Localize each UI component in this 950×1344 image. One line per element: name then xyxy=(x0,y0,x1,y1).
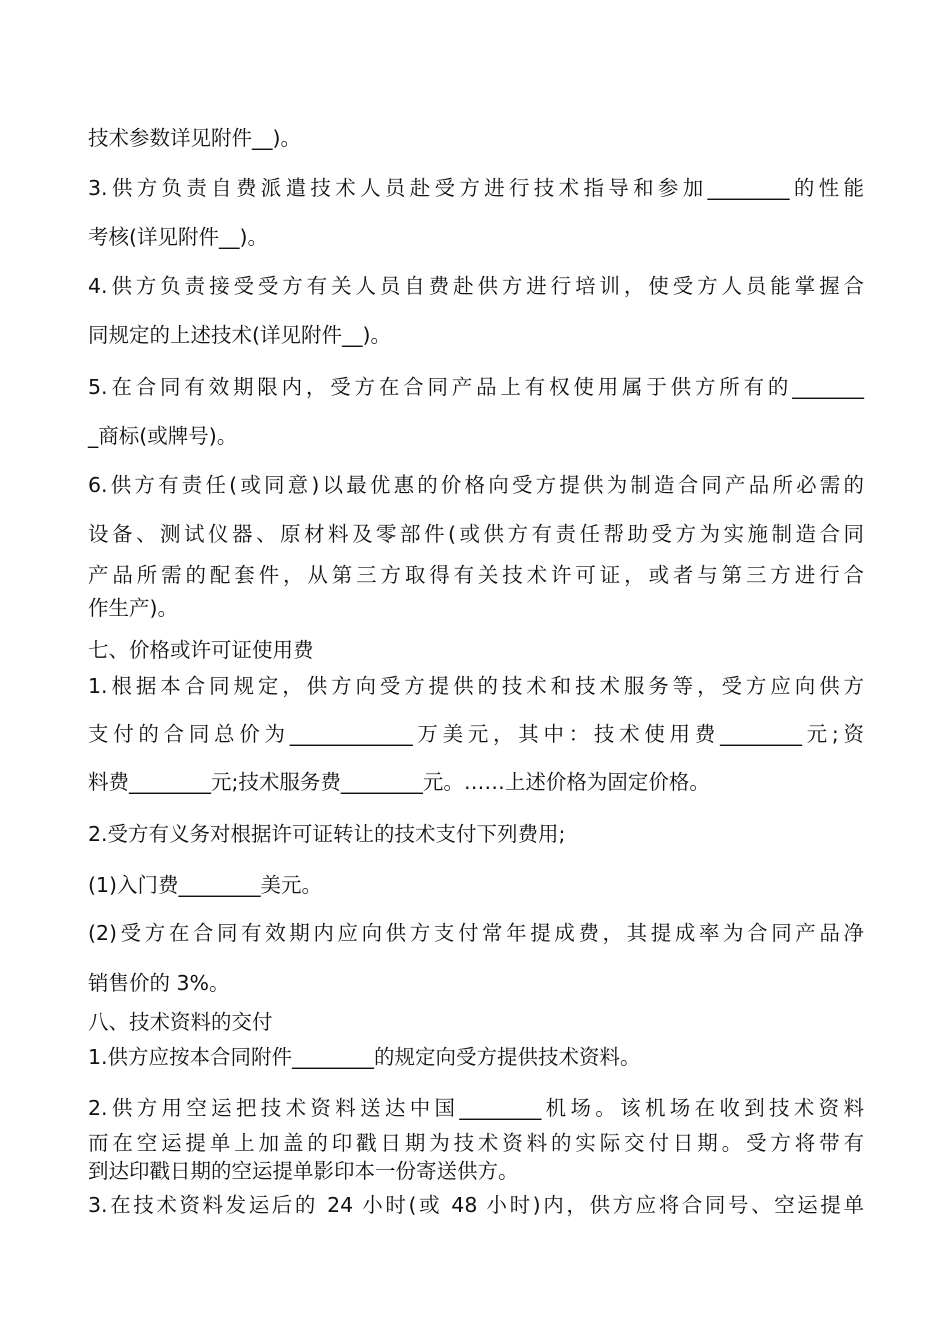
text-line: 料费________元;技术服务费________元。……上述价格为固定价格。 xyxy=(88,770,710,794)
text-line: (2)受方在合同有效期内应向供方支付常年提成费，其提成率为合同产品净 xyxy=(88,921,864,945)
text-line: 考核(详见附件__)。 xyxy=(88,225,268,249)
text-line: 1.根据本合同规定，供方向受方提供的技术和技术服务等，受方应向供方 xyxy=(88,674,864,698)
text-line: 2.受方有义务对根据许可证转让的技术支付下列费用; xyxy=(88,822,566,846)
text-line: 5.在合同有效期限内，受方在合同产品上有权使用属于供方所有的_______ xyxy=(88,375,864,399)
text-line: 到达印戳日期的空运提单影印本一份寄送供方。 xyxy=(88,1159,519,1183)
text-line: 产品所需的配套件，从第三方取得有关技术许可证，或者与第三方进行合 xyxy=(88,563,864,587)
text-line: 支付的合同总价为____________万美元，其中：技术使用费________元;资 xyxy=(88,722,864,746)
section-heading: 八、技术资料的交付 xyxy=(88,1010,273,1034)
text-line: 同规定的上述技术(详见附件__)。 xyxy=(88,323,391,347)
text-line: 作生产)。 xyxy=(88,596,178,620)
text-line: 设备、测试仪器、原材料及零部件(或供方有责任帮助受方为实施制造合同 xyxy=(88,522,864,546)
text-line: _商标(或牌号)。 xyxy=(88,424,238,448)
text-line: 6.供方有责任(或同意)以最优惠的价格向受方提供为制造合同产品所必需的 xyxy=(88,473,864,497)
text-line: 销售价的 3%。 xyxy=(88,971,230,995)
text-line: 3.在技术资料发运后的 24 小时(或 48 小时)内，供方应将合同号、空运提单 xyxy=(88,1193,864,1217)
text-line: 4.供方负责接受受方有关人员自费赴供方进行培训，使受方人员能掌握合 xyxy=(88,274,864,298)
text-line: 技术参数详见附件__)。 xyxy=(88,126,301,150)
text-line: 而在空运提单上加盖的印戳日期为技术资料的实际交付日期。受方将带有 xyxy=(88,1131,864,1155)
text-line: 2.供方用空运把技术资料送达中国________机场。该机场在收到技术资料 xyxy=(88,1096,864,1120)
text-line: 1.供方应按本合同附件________的规定向受方提供技术资料。 xyxy=(88,1045,641,1069)
text-line: (1)入门费________美元。 xyxy=(88,873,323,897)
section-heading: 七、价格或许可证使用费 xyxy=(88,638,314,662)
text-line: 3.供方负责自费派遣技术人员赴受方进行技术指导和参加________的性能 xyxy=(88,176,864,200)
